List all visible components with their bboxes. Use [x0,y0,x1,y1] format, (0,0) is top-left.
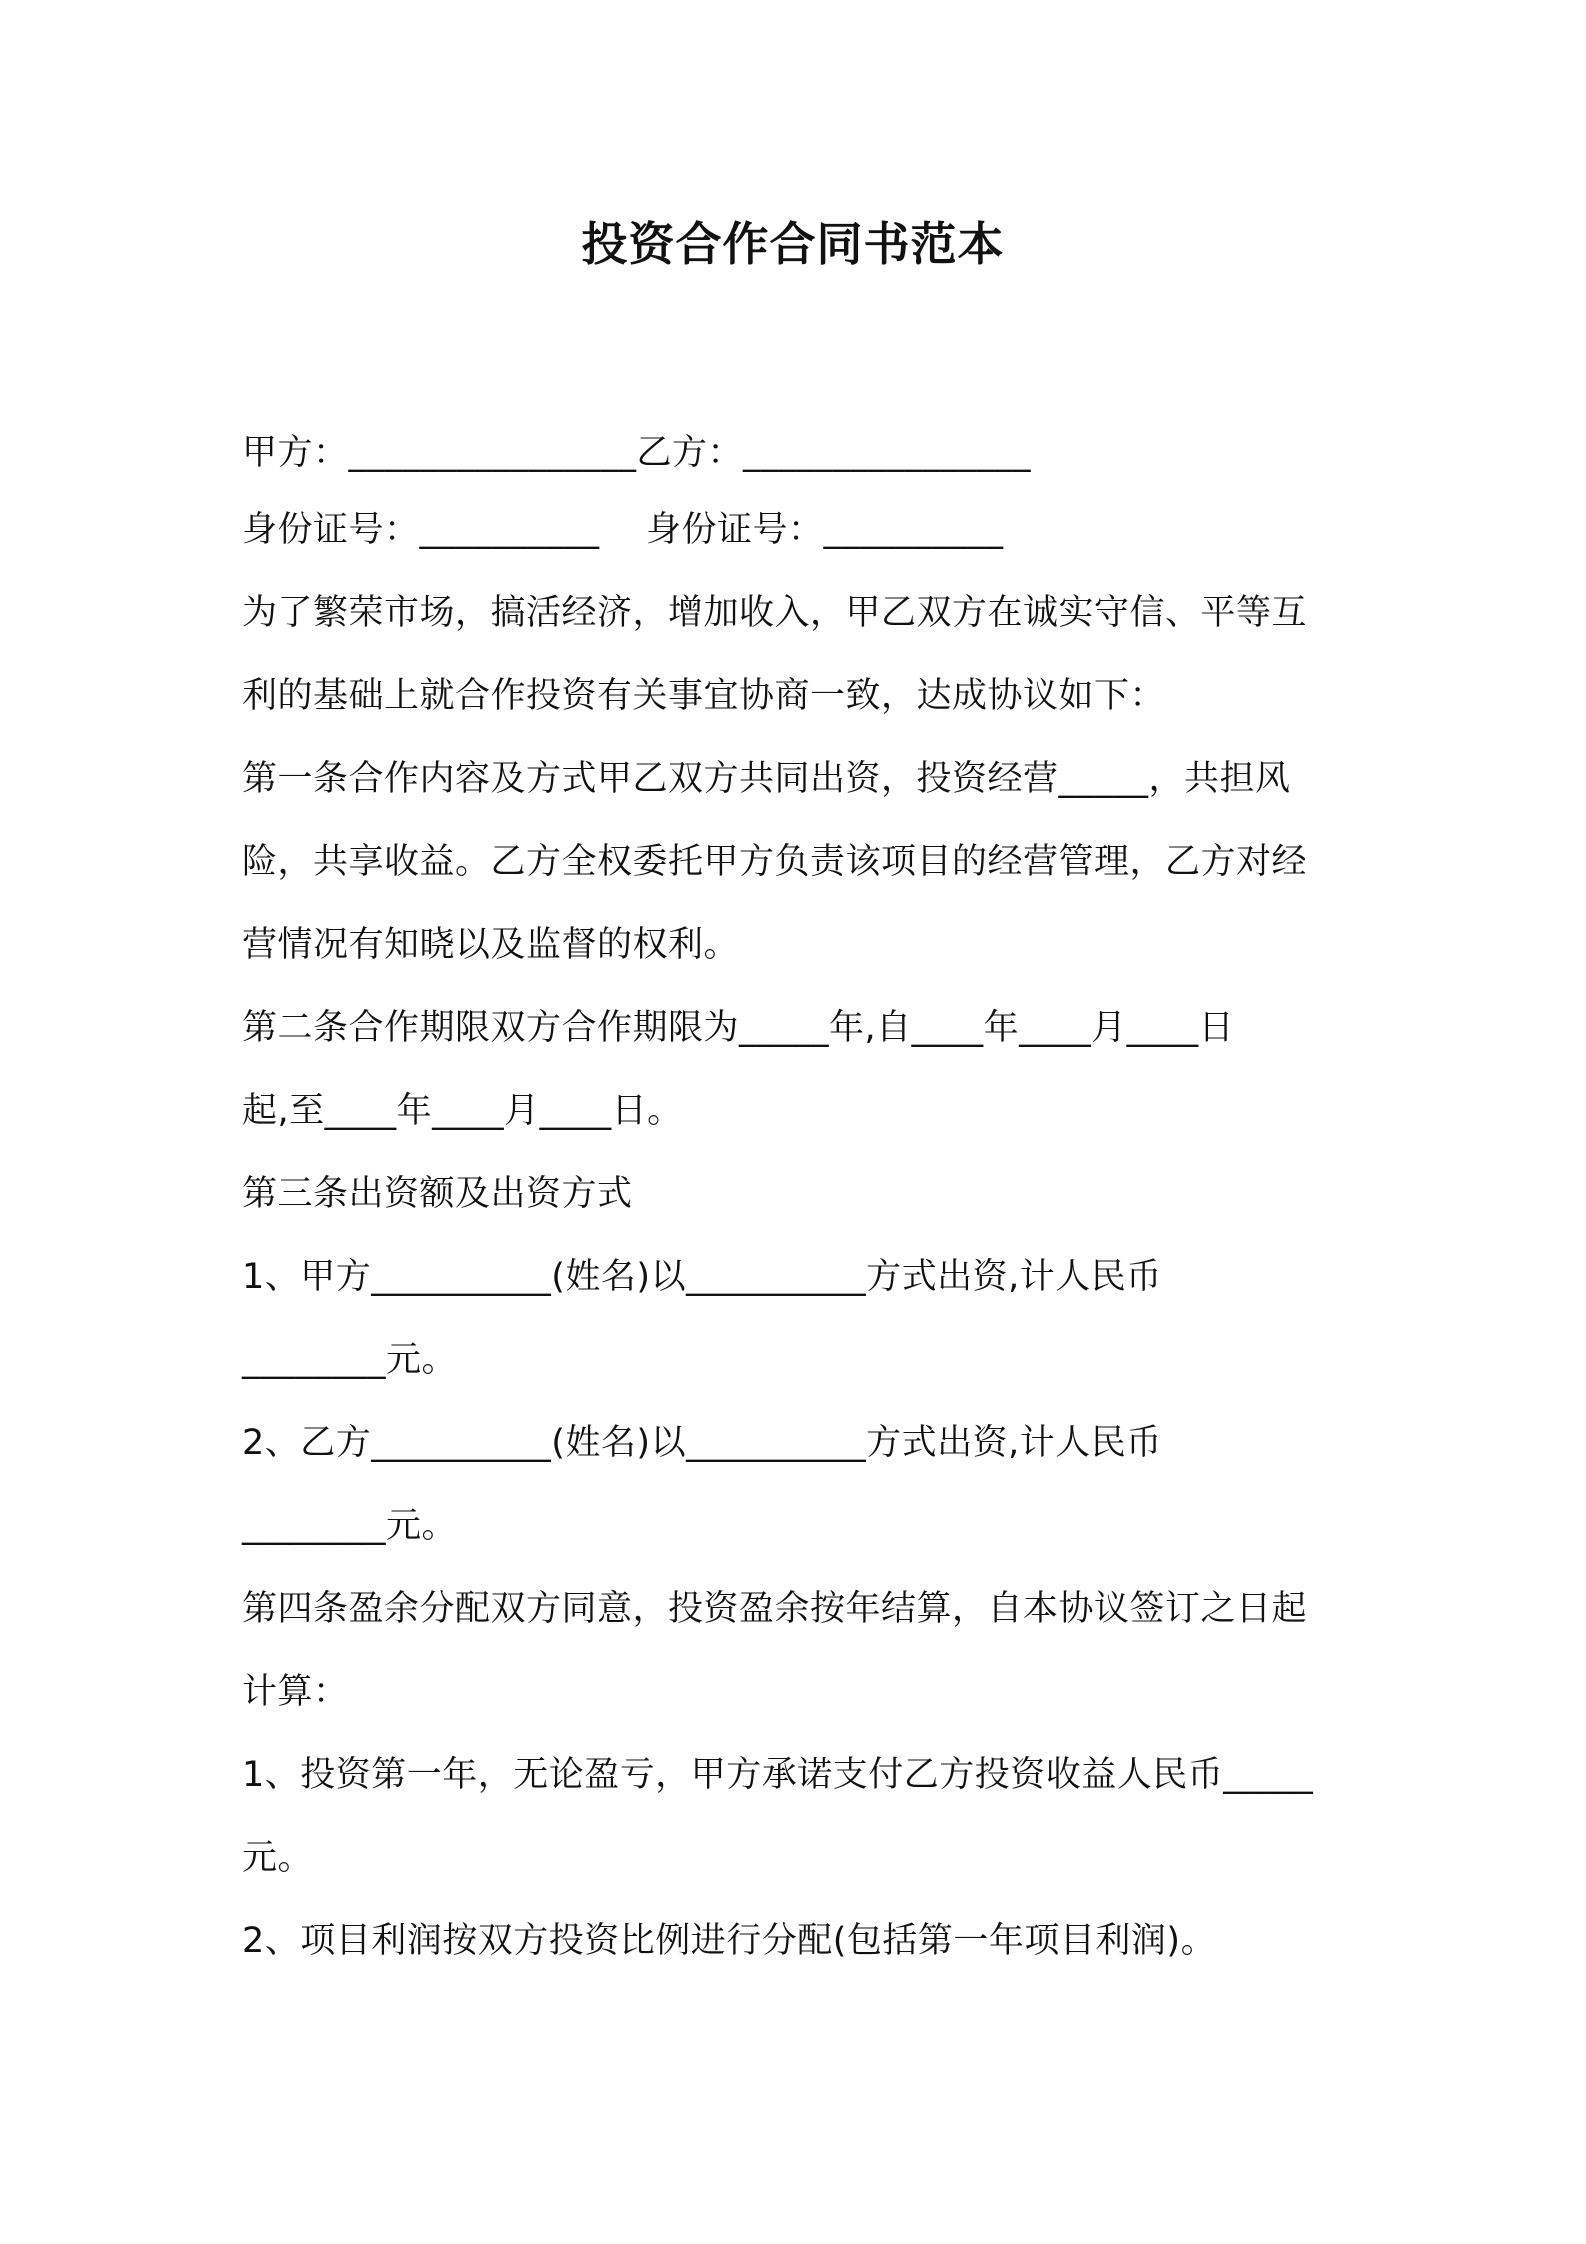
article-3-item-1-line-1: 1、甲方__________(姓名)以__________方式出资,计人民币 [242,1257,1162,1297]
article-1-line-3: 营情况有知晓以及监督的权利。 [242,925,740,965]
article-4-line-2: 计算： [242,1672,349,1712]
article-2-line-1: 第二条合作期限双方合作期限为_____年,自____年____月____日 [242,1008,1235,1048]
article-3-heading: 第三条出资额及出资方式 [242,1174,633,1214]
article-1-line-2: 险，共享收益。乙方全权委托甲方负责该项目的经营管理，乙方对经 [242,842,1308,882]
article-4-item-1-line-2: 元。 [242,1838,314,1878]
preamble-line-2: 利的基础上就合作投资有关事宜协商一致，达成协议如下： [242,676,1166,716]
party-line: 甲方：________________乙方：________________ [242,433,1032,473]
article-3-item-1-line-2: ________元。 [242,1340,458,1380]
article-4-item-2: 2、项目利润按双方投资比例进行分配(包括第一年项目利润)。 [242,1921,1217,1961]
article-1-line-1: 第一条合作内容及方式甲乙双方共同出资，投资经营_____，共担风 [242,759,1291,799]
preamble-line-1: 为了繁荣市场，搞活经济，增加收入，甲乙双方在诚实守信、平等互 [242,593,1308,633]
article-4-line-1: 第四条盈余分配双方同意，投资盈余按年结算，自本协议签订之日起 [242,1589,1308,1629]
article-4-item-1-line-1: 1、投资第一年，无论盈亏，甲方承诺支付乙方投资收益人民币_____ [242,1755,1314,1795]
article-2-line-2: 起,至____年____月____日。 [242,1091,683,1131]
document-body [242,412,1362,1983]
document-title: 投资合作合同书范本 [581,217,1005,271]
id-number-line: 身份证号：__________ 身份证号：__________ [242,510,1004,550]
article-3-item-2-line-1: 2、乙方__________(姓名)以__________方式出资,计人民币 [242,1423,1162,1463]
article-3-item-2-line-2: ________元。 [242,1506,458,1546]
